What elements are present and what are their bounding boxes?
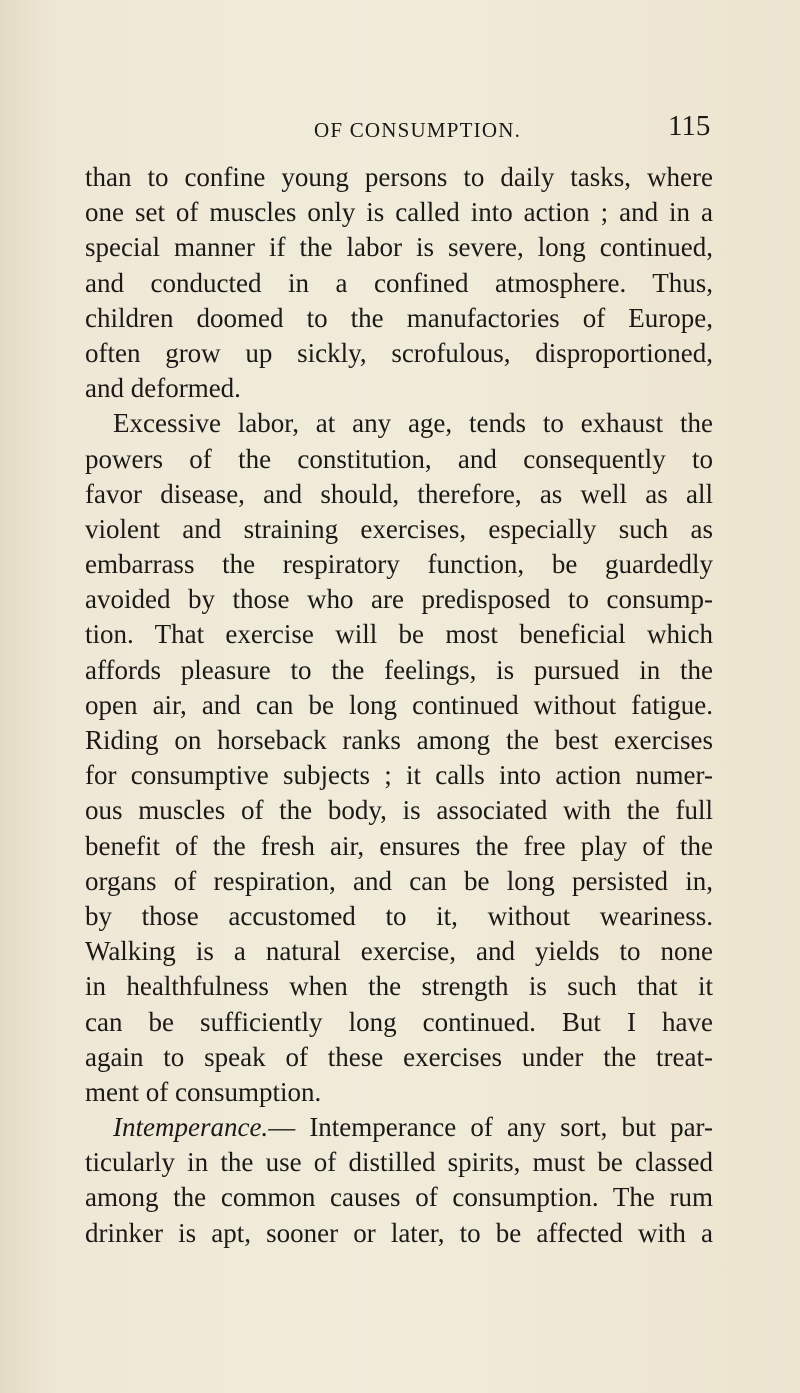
text-line: in healthfulness when the strength is such that it: [85, 971, 713, 1002]
text-line: organs of respiration, and can be long persisted in,: [85, 865, 713, 896]
text-line: for consumptive subjects ; it calls into action numer-: [85, 760, 713, 791]
text-line: [85, 1110, 713, 1145]
page-number: 115: [668, 110, 711, 142]
text-line: Riding on horseback ranks among the best exercises: [85, 725, 713, 755]
text-line: ment of consumption.: [85, 1076, 322, 1107]
text-line: among the common causes of consumption. The rum: [85, 1182, 713, 1213]
text-line: tion. That exercise will be most beneficial which: [85, 619, 713, 650]
text-line: special manner if the labor is severe, long continued,: [85, 232, 713, 263]
text-line: Excessive labor, at any age, tends to exhaust the: [113, 408, 713, 439]
section-heading-intemperance: Intemperance.: [113, 1112, 269, 1143]
running-title: OF CONSUMPTION.: [314, 118, 522, 142]
text-line: favor disease, and should, therefore, as well as all: [85, 478, 713, 509]
text-line: can be sufficiently long continued. But I have: [85, 1006, 713, 1037]
text-line: children doomed to the manufactories of Europe,: [85, 302, 713, 333]
text-line: than to confine young persons to daily tasks, where: [85, 162, 713, 192]
text-line: often grow up sickly, scrofulous, disproportioned,: [85, 337, 713, 368]
text-line: benefit of the fresh air, ensures the free play of the: [85, 830, 713, 861]
text-line: drinker is apt, sooner or later, to be affected with a: [85, 1217, 713, 1248]
text-line: one set of muscles only is called into action ; and in a: [85, 197, 713, 228]
text-line: violent and straining exercises, especially such as: [85, 513, 713, 544]
text-line: and deformed.: [85, 373, 241, 404]
text-line: open air, and can be long continued without fatigue.: [85, 689, 713, 720]
body-text: [85, 160, 713, 1251]
running-header: [0, 106, 800, 146]
text-line: powers of the constitution, and consequently to: [85, 443, 713, 474]
text-line-rest: — Intemperance of any sort, but par-: [268, 1112, 713, 1143]
text-line: Walking is a natural exercise, and yields to none: [85, 936, 713, 967]
text-line: by those accustomed to it, without weariness.: [85, 900, 713, 931]
text-line: embarrass the respiratory function, be guardedly: [85, 549, 713, 580]
text-line: affords pleasure to the feelings, is pursued in the: [85, 654, 713, 685]
text-line: and conducted in a confined atmosphere. Thus,: [85, 267, 713, 298]
text-line: avoided by those who are predisposed to consump-: [85, 584, 713, 615]
text-line: ous muscles of the body, is associated with the full: [85, 795, 713, 826]
text-line: again to speak of these exercises under the treat-: [85, 1041, 713, 1072]
text-line: ticularly in the use of distilled spirits, must be classed: [85, 1147, 713, 1178]
